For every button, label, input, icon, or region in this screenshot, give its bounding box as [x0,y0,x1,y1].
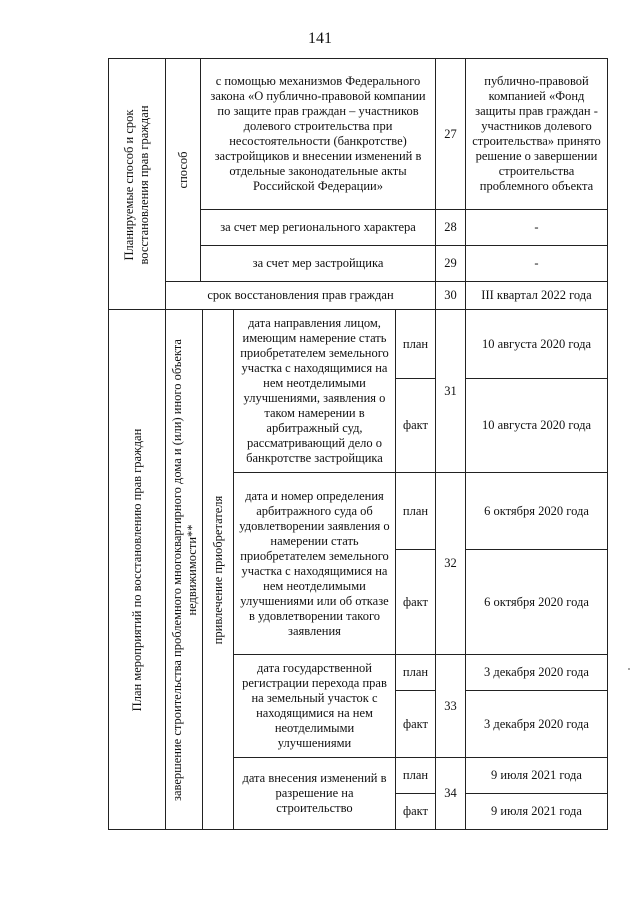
page-number: 141 [308,30,332,47]
row-29-text: за счет мер застройщика [200,245,436,282]
method-header: способ [175,151,190,189]
row-29-number: 29 [435,245,466,282]
row-27-number: 27 [435,58,466,210]
row-30-text: срок восстановления прав граждан [165,281,436,310]
row-32-plan-label: план [395,472,436,550]
row-27-value: публично-правовой компанией «Фонд защиты прав граждан - участников долевого строительства» принято решение о завершении строительства проблемного объекта [465,58,608,210]
row-34-plan-value: 9 июля 2021 года [465,757,608,794]
row-34-plan-label: план [395,757,436,794]
row-31-plan-value: 10 августа 2020 года [465,309,608,379]
row-33-fact-label: факт [395,690,436,758]
row-33-plan-value: 3 декабря 2020 года [465,654,608,691]
row-30-number: 30 [435,281,466,310]
row-32-fact-label: факт [395,549,436,655]
row-31-fact-value: 10 августа 2020 года [465,378,608,473]
row-29-value: - [465,245,608,282]
row-33-fact-value: 3 декабря 2020 года [465,690,608,758]
measures-plan-header: План мероприятий по восстановлению прав граждан [129,428,144,712]
completion-header: завершение строительства проблемного многоквартирного дома и (или) иного объекта недвижимости** [170,339,199,801]
row-28-value: - [465,209,608,246]
row-34-fact-value: 9 июля 2021 года [465,793,608,830]
row-30-value: III квартал 2022 года [465,281,608,310]
row-32-fact-value: 6 октября 2020 года [465,549,608,655]
row-33-plan-label: план [395,654,436,691]
row-32-number: 32 [435,472,466,655]
row-31-text: дата направления лицом, имеющим намерение стать приобретателем земельного участка с находящимися на нем неотделимыми улучшениями, заявления о таком намерении в арбитражный суд, рассматривающий дело о банкротстве застройщика [233,309,396,473]
row-34-number: 34 [435,757,466,830]
attraction-header: привлечение приобретателя [210,495,225,645]
row-31-number: 31 [435,309,466,473]
row-31-plan-label: план [395,309,436,379]
row-33-text: дата государственной регистрации перехода прав на земельный участок с находящимися на нем неотделимыми улучшениями [233,654,396,758]
row-34-text: дата внесения изменений в разрешение на строительство [233,757,396,830]
row-31-fact-label: факт [395,378,436,473]
row-34-fact-label: факт [395,793,436,830]
row-27-text: с помощью механизмов Федерального закона «О публично-правовой компании по защите прав граждан – участников долевого строительства при несостоятельности (банкротстве) застройщиков и внесении изменений в отдельные законодательные акты Российской Федерации» [200,58,436,210]
planned-method-header: Планируемые способ и срок восстановления прав граждан [122,105,151,265]
row-32-plan-value: 6 октября 2020 года [465,472,608,550]
row-33-number: 33 [435,654,466,758]
scan-speck [628,668,630,670]
row-28-text: за счет мер регионального характера [200,209,436,246]
row-28-number: 28 [435,209,466,246]
row-32-text: дата и номер определения арбитражного суда об удовлетворении заявления о намерении стать приобретателем земельного участка с находящимися на нем неотделимыми улучшениями или об отказе в удовлетворении такого заявления [233,472,396,655]
